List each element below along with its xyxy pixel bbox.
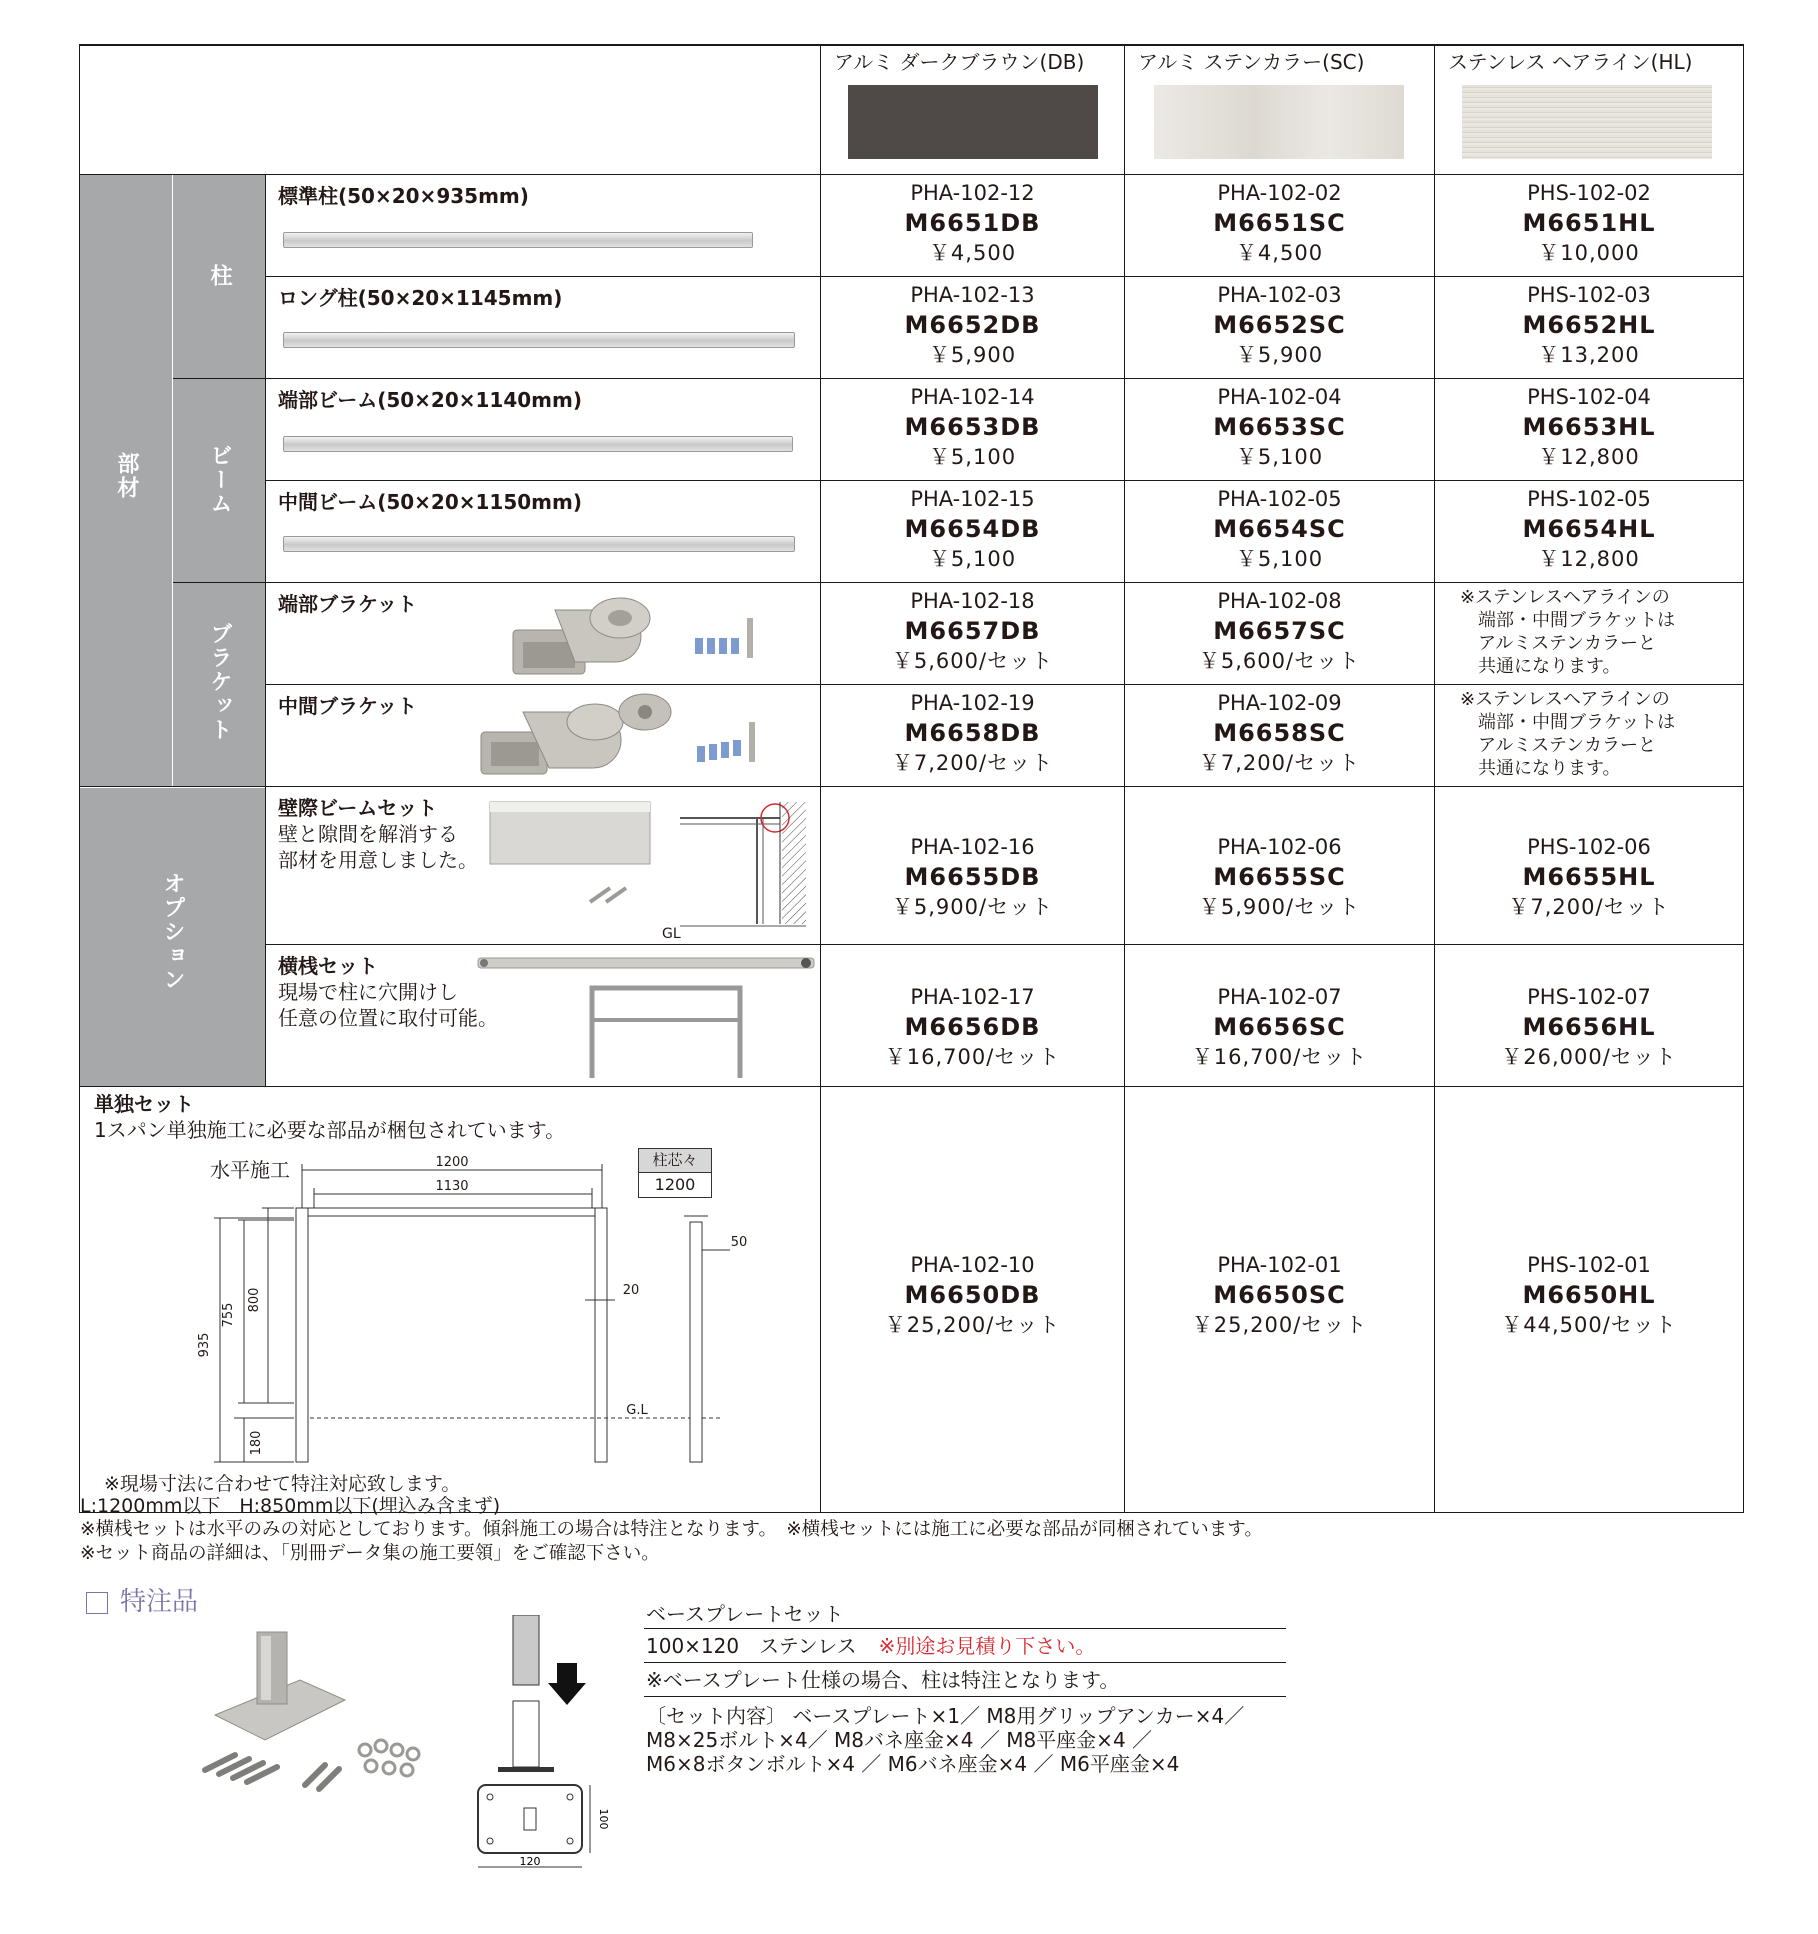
product-code: PHS-102-06 [1527, 835, 1651, 859]
product-code: PHA-102-12 [910, 181, 1035, 205]
product-model: M6652HL [1522, 311, 1656, 339]
product-model: M6655HL [1522, 863, 1656, 891]
group-label-option: オプション [160, 872, 185, 992]
product-price: ￥5,600/セット [1198, 649, 1361, 673]
product-model: M6657DB [904, 617, 1041, 645]
base-set-size: 100×120 ステンレス ※別途お見積り下さい。 [646, 1634, 1096, 1658]
product-model: M6651SC [1213, 209, 1346, 237]
row-name-mid-bracket: 中間ブラケット [278, 694, 417, 718]
product-price: ￥13,200 [1538, 343, 1640, 367]
product-cell [821, 280, 1124, 370]
base-set-title: ベースプレートセット [646, 1602, 844, 1626]
mid-bracket-image [475, 688, 775, 780]
single-set-desc: 1スパン単独施工に必要な部品が梱包されています。 [94, 1118, 566, 1142]
product-cell [821, 178, 1124, 268]
product-model: M6654SC [1213, 515, 1346, 543]
product-price: ￥5,100 [1235, 445, 1324, 469]
product-price: ￥12,800 [1538, 547, 1640, 571]
product-code: PHA-102-03 [1217, 283, 1342, 307]
product-cell [1435, 178, 1743, 268]
single-price: ￥44,500/セット [1501, 1313, 1677, 1337]
product-cell [1435, 382, 1743, 472]
wall-beam-diagram [480, 796, 820, 944]
pitch-value: 1200 [654, 1175, 696, 1194]
single-code: PHA-102-10 [910, 1253, 1035, 1277]
product-model: M6656DB [904, 1013, 1041, 1041]
product-price: ￥4,500 [1235, 241, 1324, 265]
product-model: M6656SC [1213, 1013, 1346, 1041]
product-cell [1125, 280, 1434, 370]
base-set-contents-3: M6×8ボタンボルト×4 ／ M6バネ座金×4 ／ M6平座金×4 [646, 1752, 1180, 1776]
standard-post-image [283, 232, 753, 248]
row-name-wall-beam-set: 壁際ビームセット [278, 796, 438, 820]
single-set-drawing [190, 1150, 750, 1468]
product-price: ￥7,200/セット [891, 751, 1054, 775]
product-cell [1125, 982, 1434, 1072]
row-name-mid-beam: 中間ビーム(50×20×1150mm) [278, 490, 583, 514]
header-db-label: アルミ ダークブラウン(DB) [834, 50, 1085, 74]
dim-gl: G.L [626, 1403, 648, 1418]
product-code: PHA-102-19 [910, 691, 1035, 715]
product-price: ￥5,100 [1235, 547, 1324, 571]
dim-d1: 20 [622, 1283, 640, 1298]
end-beam-image [283, 436, 793, 452]
product-cell [1125, 688, 1434, 778]
product-price: ￥4,500 [928, 241, 1017, 265]
product-model: M6656HL [1522, 1013, 1656, 1041]
row-name-end-beam: 端部ビーム(50×20×1140mm) [278, 388, 583, 412]
product-code: PHA-102-08 [1217, 589, 1342, 613]
hl-note-mid-bracket-1: ※ステンレスヘアラインの [1460, 689, 1670, 710]
product-code: PHA-102-18 [910, 589, 1035, 613]
estimate-note: ※別途お見積り下さい。 [878, 1634, 1096, 1658]
single-note-2: L:1200mm以下 H:850mm以下(埋込み含まず) [80, 1495, 501, 1517]
product-code: PHA-102-17 [910, 985, 1035, 1009]
single-model: M6650SC [1213, 1281, 1346, 1309]
hl-note-end-bracket-1: ※ステンレスヘアラインの [1460, 587, 1670, 608]
product-cell [821, 382, 1124, 472]
product-cell [1435, 982, 1743, 1072]
single-set-cell [1125, 1250, 1434, 1340]
end-bracket-image [505, 588, 775, 678]
product-code: PHA-102-06 [1217, 835, 1342, 859]
product-price: ￥7,200/セット [1198, 751, 1361, 775]
dim-d2: 50 [730, 1235, 748, 1250]
single-code: PHA-102-01 [1217, 1253, 1342, 1277]
product-model: M6654HL [1522, 515, 1656, 543]
group-label-buzai: 部材 [114, 452, 139, 500]
product-price: ￥16,700/セット [884, 1045, 1061, 1069]
group-label-bracket: ブラケット [207, 622, 232, 742]
mid-beam-image [283, 536, 795, 552]
dim-h2: 755 [221, 1302, 236, 1328]
product-model: M6657SC [1213, 617, 1346, 645]
base-plate-drawing [468, 1615, 628, 1875]
hl-note-mid-bracket-4: 共通になります。 [1478, 758, 1621, 779]
product-price: ￥5,100 [928, 445, 1017, 469]
dim-h4: 180 [249, 1430, 264, 1456]
product-model: M6652SC [1213, 311, 1346, 339]
product-price: ￥26,000/セット [1501, 1045, 1677, 1069]
product-price: ￥5,900 [1235, 343, 1324, 367]
wall-beam-desc-2: 部材を用意しました。 [278, 848, 478, 872]
product-model: M6655SC [1213, 863, 1346, 891]
product-price: ￥5,100 [928, 547, 1017, 571]
crossbar-desc-2: 任意の位置に取付可能。 [278, 1006, 498, 1030]
product-price: ￥7,200/セット [1508, 895, 1670, 919]
row-name-end-bracket: 端部ブラケット [278, 592, 417, 616]
row-name-crossbar-set: 横桟セット [278, 954, 378, 978]
product-price: ￥12,800 [1538, 445, 1640, 469]
product-code: PHS-102-04 [1527, 385, 1651, 409]
product-model: M6658DB [904, 719, 1041, 747]
swatch-sc [1154, 85, 1404, 159]
product-cell [821, 484, 1124, 574]
product-model: M6655DB [904, 863, 1041, 891]
single-set-cell [1435, 1250, 1743, 1340]
hl-note-end-bracket-2: 端部・中間ブラケットは [1478, 610, 1676, 631]
hl-note-mid-bracket-3: アルミステンカラーと [1478, 735, 1657, 756]
swatch-db [848, 85, 1098, 159]
base-dim-w: 120 [519, 1855, 541, 1868]
single-code: PHS-102-01 [1527, 1253, 1651, 1277]
single-price: ￥25,200/セット [1191, 1313, 1368, 1337]
product-code: PHA-102-04 [1217, 385, 1342, 409]
product-code: PHA-102-05 [1217, 487, 1342, 511]
product-cell [821, 982, 1124, 1072]
product-model: M6654DB [904, 515, 1041, 543]
product-cell [1435, 832, 1743, 922]
footnote-2: ※セット商品の詳細は、「別冊データ集の施工要領」をご確認下さい。 [80, 1543, 660, 1564]
swatch-hl [1462, 85, 1712, 159]
single-model: M6650DB [904, 1281, 1041, 1309]
product-code: PHA-102-16 [910, 835, 1035, 859]
group-label-hashira: 柱 [207, 264, 232, 288]
product-model: M6651DB [904, 209, 1041, 237]
base-plate-photo [195, 1620, 445, 1800]
pitch-label: 柱芯々 [639, 1149, 711, 1173]
base-set-contents-1: 〔セット内容〕 ベースプレート×1／ M8用グリップアンカー×4／ [646, 1704, 1245, 1728]
product-price: ￥5,900/セット [1198, 895, 1361, 919]
product-model: M6653SC [1213, 413, 1346, 441]
wall-beam-desc-1: 壁と隙間を解消する [278, 822, 458, 846]
product-cell [1125, 586, 1434, 676]
product-code: PHA-102-07 [1217, 985, 1342, 1009]
product-cell [1125, 484, 1434, 574]
special-title: 特注品 [120, 1587, 199, 1617]
product-code: PHA-102-09 [1217, 691, 1342, 715]
header-sc-label: アルミ ステンカラー(SC) [1138, 50, 1365, 74]
product-cell [821, 586, 1124, 676]
dim-w2: 1130 [435, 1179, 469, 1194]
product-model: M6658SC [1213, 719, 1346, 747]
product-cell [821, 832, 1124, 922]
product-cell [821, 688, 1124, 778]
product-model: M6652DB [904, 311, 1041, 339]
single-set-title: 単独セット [94, 1092, 194, 1116]
row-name-standard-post: 標準柱(50×20×935mm) [278, 184, 529, 208]
product-code: PHA-102-15 [910, 487, 1035, 511]
dim-h3: 800 [247, 1287, 262, 1313]
base-set-note: ※ベースプレート仕様の場合、柱は特注となります。 [646, 1668, 1120, 1692]
product-price: ￥16,700/セット [1191, 1045, 1368, 1069]
product-code: PHA-102-13 [910, 283, 1035, 307]
product-code: PHS-102-02 [1527, 181, 1651, 205]
horizontal-label: 水平施工 [210, 1158, 290, 1182]
product-model: M6653DB [904, 413, 1041, 441]
dim-h1: 935 [197, 1332, 212, 1358]
product-cell [1125, 382, 1434, 472]
group-label-beam: ビーム [207, 444, 232, 516]
gl-label-small: GL [662, 926, 681, 942]
single-set-cell [821, 1250, 1124, 1340]
product-cell [1435, 280, 1743, 370]
product-price: ￥10,000 [1538, 241, 1640, 265]
dim-w1: 1200 [435, 1155, 469, 1170]
product-model: M6651HL [1522, 209, 1656, 237]
product-model: M6653HL [1522, 413, 1656, 441]
single-price: ￥25,200/セット [884, 1313, 1061, 1337]
product-price: ￥5,900 [928, 343, 1017, 367]
hl-note-end-bracket-4: 共通になります。 [1478, 656, 1621, 677]
product-code: PHA-102-02 [1217, 181, 1342, 205]
crossbar-desc-1: 現場で柱に穴開けし [278, 980, 458, 1004]
product-code: PHS-102-05 [1527, 487, 1651, 511]
special-checkbox-icon [86, 1592, 108, 1614]
base-set-contents-2: M8×25ボルト×4／ M8バネ座金×4 ／ M8平座金×4 ／ [646, 1728, 1153, 1752]
product-cell [1435, 484, 1743, 574]
product-code: PHS-102-03 [1527, 283, 1651, 307]
hl-note-end-bracket-3: アルミステンカラーと [1478, 633, 1657, 654]
product-price: ￥5,900/セット [891, 895, 1054, 919]
product-code: PHA-102-14 [910, 385, 1035, 409]
product-cell [1125, 832, 1434, 922]
product-price: ￥5,600/セット [891, 649, 1054, 673]
single-model: M6650HL [1522, 1281, 1656, 1309]
header-hl-label: ステンレス ヘアライン(HL) [1448, 50, 1693, 74]
product-cell [1125, 178, 1434, 268]
long-post-image [283, 332, 795, 348]
hl-note-mid-bracket-2: 端部・中間ブラケットは [1478, 712, 1676, 733]
crossbar-diagram [470, 950, 820, 1082]
row-name-long-post: ロング柱(50×20×1145mm) [278, 286, 563, 310]
product-code: PHS-102-07 [1527, 985, 1651, 1009]
base-dim-h: 100 [597, 1808, 610, 1830]
footnote-1: ※横桟セットは水平のみの対応としております。傾斜施工の場合は特注となります。 ※横桟セットには施工に必要な部品が同梱されています。 [80, 1519, 1263, 1540]
single-note-1: ※現場寸法に合わせて特注対応致します。 [104, 1473, 461, 1495]
